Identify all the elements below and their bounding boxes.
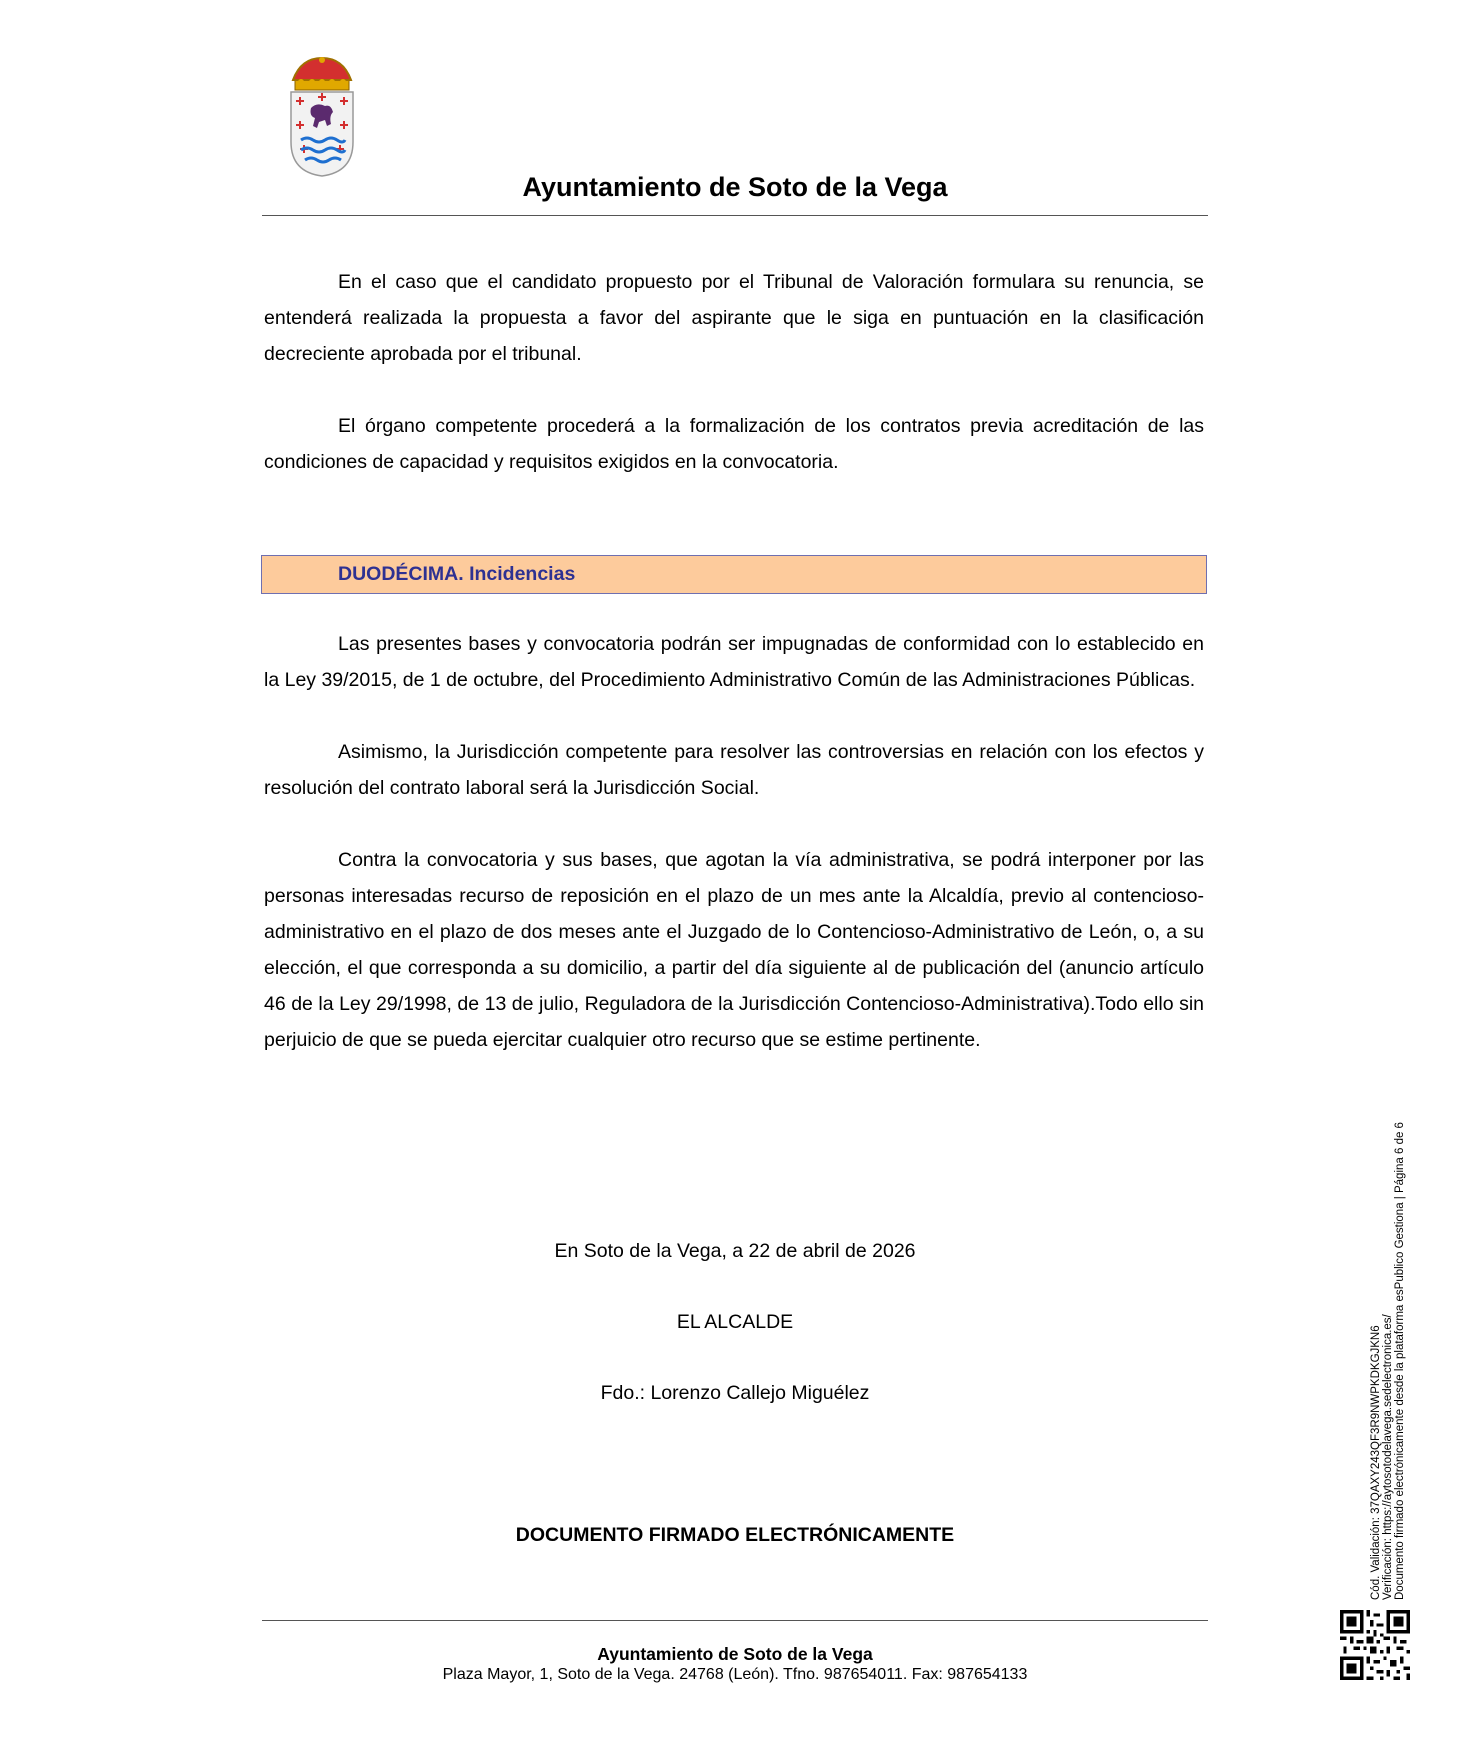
qr-code-icon (1340, 1610, 1410, 1680)
section-title: DUODÉCIMA. Incidencias (338, 563, 576, 585)
verification-url[interactable]: Verificación: https://aytosotodelavega.sedelectronica.es/ (1382, 1314, 1394, 1600)
platform-note: Documento firmado electrónicamente desde la plataforma esPublico Gestiona | Página 6 de 6 (1394, 1122, 1406, 1600)
electronic-signature-note: DOCUMENTO FIRMADO ELECTRÓNICAMENTE (515, 1524, 955, 1546)
verification-note (1370, 1080, 1406, 1600)
footer-divider (262, 1620, 1208, 1621)
body-section-top (264, 264, 1204, 480)
paragraph: Asimismo, la Jurisdicción competente para resolver las controversias en relación con los efectos y resolución del contrato laboral será la Jurisdicción Social. (264, 741, 1204, 799)
paragraph: Contra la convocatoria y sus bases, que agotan la vía administrativa, se podrá interponer por las personas interesadas recurso de reposición en el plazo de un mes ante la Alcaldía, previo al contencioso-administrativo en el plazo de dos meses ante el Juzgado de lo Contencioso-Administrativo de León, o, a su elección, el que corresponda a su domicilio, a partir del día siguiente al de publicación del (anuncio artículo 46 de la Ley 29/1998, de 13 de julio, Reguladora de la Jurisdicción Contencioso-Administrativa).Todo ello sin perjuicio de que se pueda ejercitar cualquier otro recurso que se estime pertinente. (264, 849, 1204, 1051)
signer-role: EL ALCALDE (676, 1311, 794, 1333)
body-section-incidencias (264, 626, 1204, 1058)
paragraph: Las presentes bases y convocatoria podrán ser impugnadas de conformidad con lo establecido en la Ley 39/2015, de 1 de octubre, del Procedimiento Administrativo Común de las Administraciones Públicas. (264, 633, 1204, 691)
coat-of-arms-icon (287, 56, 357, 178)
footer-organization: Ayuntamiento de Soto de la Vega (597, 1644, 873, 1664)
validation-code: Cód. Validación: 37QAXY243QF3R9NWPKDKGJKN6 (1370, 1325, 1382, 1600)
page-title: Ayuntamiento de Soto de la Vega (522, 172, 948, 202)
place-date: En Soto de la Vega, a 22 de abril de 2026 (554, 1240, 916, 1262)
footer-address: Plaza Mayor, 1, Soto de la Vega. 24768 (León). Tfno. 987654011. Fax: 987654133 (442, 1666, 1028, 1683)
paragraph: En el caso que el candidato propuesto por el Tribunal de Valoración formulara su renuncia, se entenderá realizada la propuesta a favor del aspirante que le siga en puntuación en la clasificación decreciente aprobada por el tribunal. (264, 271, 1204, 365)
signer-name: Fdo.: Lorenzo Callejo Miguélez (600, 1382, 870, 1404)
paragraph: El órgano competente procederá a la formalización de los contratos previa acreditación de las condiciones de capacidad y requisitos exigidos en la convocatoria. (264, 415, 1204, 473)
header-divider (262, 215, 1208, 216)
section-header (261, 555, 1207, 594)
